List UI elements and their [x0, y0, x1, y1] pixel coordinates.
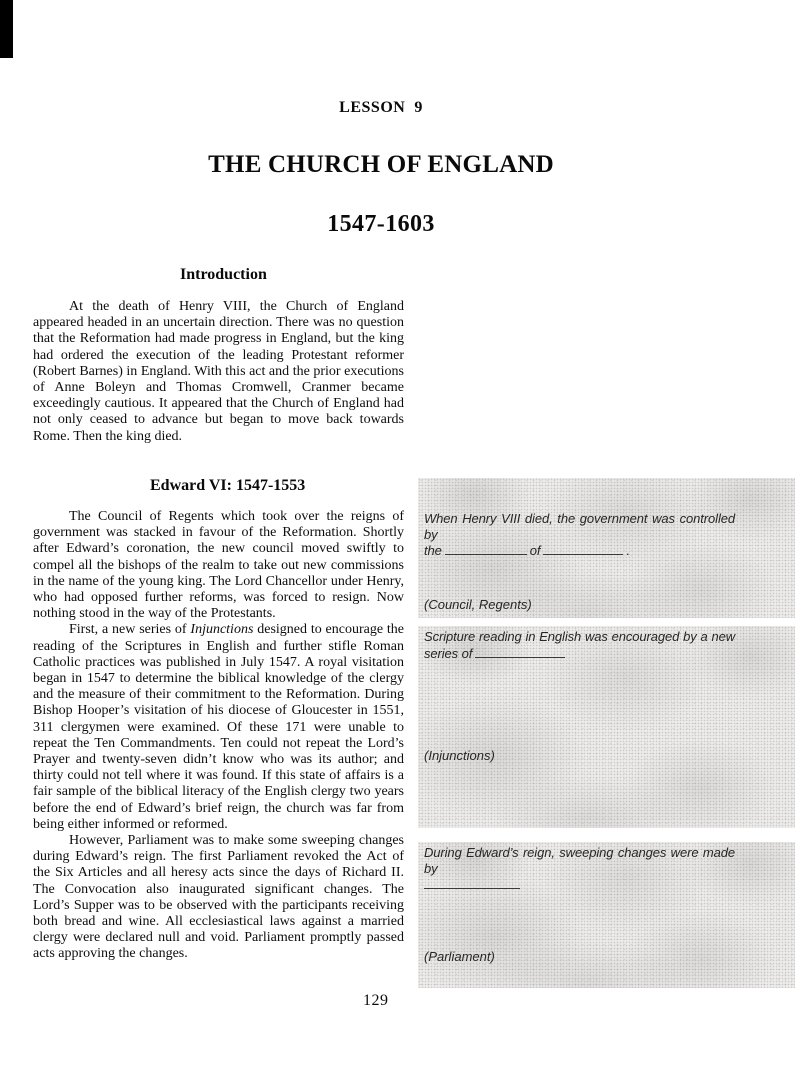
body-paragraph-3: However, Parliament was to make some sweeping changes during Edward’s reign. The first Parliament revoked the Act of the Six Articles and all heresy acts since the days of Richard II. The Convocation also inaugurated significant changes. The Lord’s Supper was to be observed with the participants receiving both bread and wine. All ecclesiastical laws against a married clergy were declared null and void. Parliament promptly passed acts approving the changes.: [33, 833, 404, 962]
worksheet-answer: (Parliament): [424, 949, 495, 964]
prompt-line: During Edward’s reign, sweeping changes were made by: [424, 845, 735, 876]
fill-in-blank-line: [543, 542, 623, 555]
body-paragraph-1: The Council of Regents which took over the reigns of government was stacked in favour of the Reformation. Shortly after Edward’s coronation, the new council moved swiftly to compel all the bishops of the realm to take out new commissions in the name of the young king. The Lord Chancellor under Henry, who had opposed further reforms, was forced to resign. Now nothing stood in the way of the Protestants.: [33, 509, 404, 622]
fill-in-blank-line: [445, 542, 527, 555]
fill-in-blank-line: [475, 645, 565, 658]
prompt-text: series of: [424, 645, 473, 661]
prompt-text: .: [626, 543, 630, 558]
para2-start: First, a new series of: [69, 622, 191, 638]
prompt-line: When Henry VIII died, the government was controlled by: [424, 511, 735, 542]
page-number: 129: [363, 992, 389, 1009]
prompt-line-with-blanks: [424, 645, 735, 662]
fill-in-blank-line: [424, 876, 520, 889]
page-title: THE CHURCH OF ENGLAND: [208, 151, 554, 178]
para2-rest: designed to encourage the reading of the Scriptures in English and further stifle Roman Catholic practices was published in July 1547. A royal visitation began in 1547 to determine the biblical knowledge of the clergy and the measure of their commitment to the Reformation. During Bishop Hooper’s visitation of his diocese of Gloucester in 1551, 311 clergymen were examined. Of these 171 were unable to repeat the Ten Commandments. Ten could not repeat the Lord’s Prayer and twenty-seven didn’t know who was its author; and thirty could not tell where it was found. If this state of affairs is a fair sample of the biblical literacy of the English clergy two years before the end of Edward’s brief reign, the church was far from being either informed or reformed.: [33, 622, 404, 832]
worksheet-answer: (Council, Regents): [424, 597, 532, 612]
introduction-heading: Introduction: [180, 266, 267, 283]
body-paragraph-2: [33, 622, 404, 833]
edward-section-body: [33, 509, 404, 963]
worksheet-box-injunctions: [418, 626, 795, 828]
para2-italic-term: Injunctions: [190, 622, 254, 638]
prompt-line: Scripture reading in English was encouraged by a new: [424, 629, 735, 644]
date-range: 1547-1603: [327, 211, 435, 237]
worksheet-box-parliament: [418, 842, 795, 988]
intro-text: At the death of Henry VIII, the Church of England appeared headed in an uncertain direction. There was no question that the Reformation had made progress in England, but the king had ordered the execution of the leading Protestant reformer (Robert Barnes) in England. With this act and the prior executions of Anne Boleyn and Thomas Cromwell, Cranmer became exceedingly cautious. It appeared that the Church of England had not only ceased to advance but began to move back towards Rome. Then the king died.: [33, 299, 404, 444]
lesson-label: LESSON 9: [339, 99, 423, 116]
worksheet-prompt: [424, 845, 735, 893]
edward-section-heading: Edward VI: 1547-1553: [150, 477, 306, 494]
prompt-text: of: [529, 543, 541, 558]
worksheet-answer: (Injunctions): [424, 748, 495, 763]
worksheet-prompt: [424, 629, 735, 661]
worksheet-prompt: [424, 511, 735, 559]
prompt-line-with-blanks: [424, 542, 735, 559]
worksheet-box-council: [418, 478, 795, 618]
prompt-line-with-blanks: [424, 876, 735, 893]
introduction-paragraph: [33, 299, 404, 445]
scan-corner-mark: [0, 0, 13, 58]
prompt-text: the: [424, 543, 442, 558]
